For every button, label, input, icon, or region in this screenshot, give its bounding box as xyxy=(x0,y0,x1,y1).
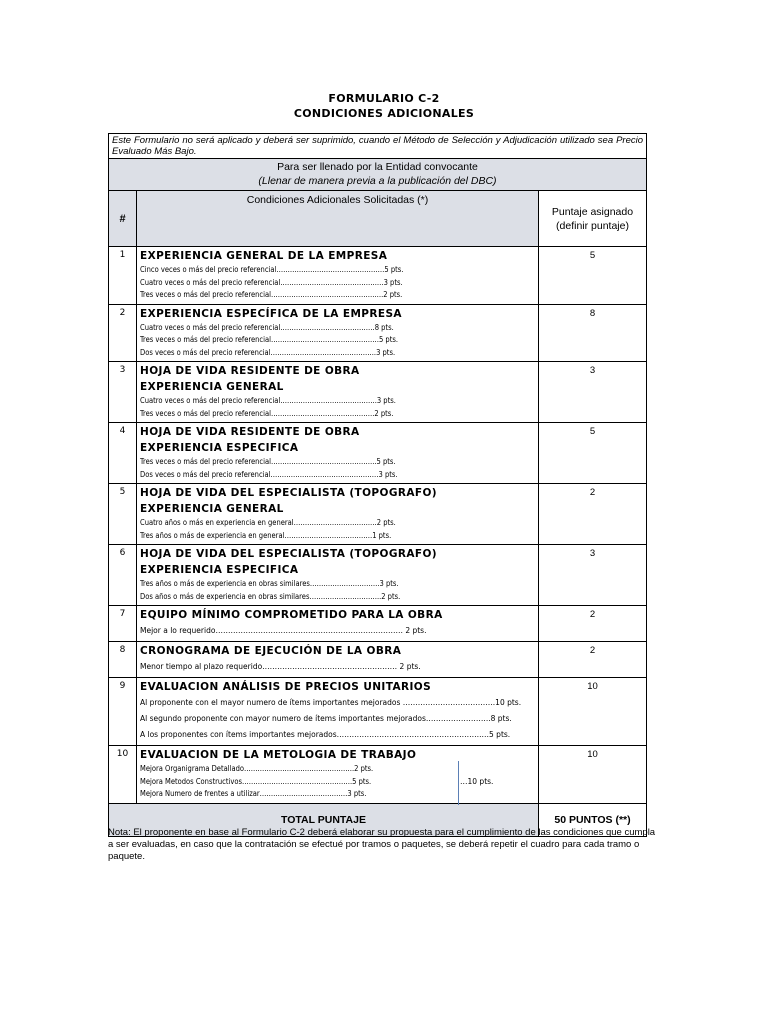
condition-heading: HOJA DE VIDA RESIDENTE DE OBRA xyxy=(140,426,360,438)
condition-criterion: A los proponentes con ítems importantes mejorados………………………………………………….…5 pts. xyxy=(140,730,511,739)
row-condition xyxy=(137,678,539,746)
condition-criterion: Tres veces o más del precio referencial……………………………………….….2 pts. xyxy=(140,290,403,299)
condition-criterion: Cuatro veces o más del precio referencial……………………………………8 pts. xyxy=(140,322,394,332)
total-label: TOTAL PUNTAJE xyxy=(109,803,539,836)
row-points: 5 xyxy=(539,247,647,305)
condition-heading: EXPERIENCIA ESPECIFICA xyxy=(140,442,299,454)
row-points: 2 xyxy=(539,642,647,678)
row-points: 3 xyxy=(539,545,647,606)
condition-heading: HOJA DE VIDA DEL ESPECIALISTA (TOPOGRAFO) xyxy=(140,548,437,560)
row-number: 8 xyxy=(109,642,137,678)
condition-row xyxy=(109,678,647,746)
applicability-note: Este Formulario no será aplicado y deberá ser suprimido, cuando el Método de Selección y Adjudicación utilizado sea Precio Evaluado Más Bajo. xyxy=(109,134,647,159)
condition-criterion: Cuatro años o más en experiencia en general…………………………….…2 pts. xyxy=(140,518,396,527)
condition-row xyxy=(109,642,647,678)
condition-criterion: Tres años o más de experiencia en obras similares………………………….3 pts. xyxy=(140,579,399,588)
condition-row xyxy=(109,362,647,423)
column-header-conditions: Condiciones Adicionales Solicitadas (*) xyxy=(137,191,539,247)
condition-criterion: Tres veces o más del precio referencial………………………………………..5 pts. xyxy=(140,457,396,466)
condition-heading: EVALUACION DE LA METOLOGIA DE TRABAJO xyxy=(140,749,417,761)
condition-criterion: Cuatro veces o más del precio referencial…………………………………….…3 pts. xyxy=(140,277,403,287)
row-condition xyxy=(137,484,539,545)
condition-row xyxy=(109,484,647,545)
row-number: 10 xyxy=(109,746,137,804)
bracket-total: …10 pts. xyxy=(460,777,494,786)
row-number: 7 xyxy=(109,606,137,642)
condition-criterion: Mejora Metodos Constructivos………………………………………….5 pts. xyxy=(140,776,372,786)
condition-criterion: Tres años o más de experiencia en general…………………………………1 pts. xyxy=(140,530,392,540)
row-condition xyxy=(137,362,539,423)
column-header-points: Puntaje asignado (definir puntaje) xyxy=(539,191,647,247)
condition-row xyxy=(109,247,647,305)
row-number: 5 xyxy=(109,484,137,545)
column-header-num: # xyxy=(109,191,137,247)
row-number: 6 xyxy=(109,545,137,606)
row-points: 8 xyxy=(539,304,647,362)
fill-instructions xyxy=(109,159,647,191)
row-points: 10 xyxy=(539,678,647,746)
condition-criterion: Mejor a lo requerido………………………………………………………………… 2 pts. xyxy=(140,626,427,635)
bracket-line xyxy=(458,761,459,805)
condition-criterion: Cinco veces o más del precio referencial…………………………………………5 pts. xyxy=(140,265,404,274)
condition-heading: HOJA DE VIDA RESIDENTE DE OBRA xyxy=(140,365,360,377)
row-condition xyxy=(137,423,539,484)
condition-heading: HOJA DE VIDA DEL ESPECIALISTA (TOPOGRAFO) xyxy=(140,487,437,499)
conditions-table xyxy=(108,133,647,837)
condition-criterion: Tres veces o más del precio referencial…………………………………………5 pts. xyxy=(140,335,399,344)
row-points: 2 xyxy=(539,484,647,545)
row-condition xyxy=(137,746,539,804)
condition-criterion: Cuatro veces o más del precio referencial…………………………………….3 pts. xyxy=(140,396,396,405)
condition-criterion: Menor tiempo al plazo requerido……………………………………………… 2 pts. xyxy=(140,662,421,671)
row-condition xyxy=(137,642,539,678)
condition-criterion: Tres veces o más del precio referencial……………………………………….2 pts. xyxy=(140,408,394,418)
condition-rows xyxy=(109,247,647,804)
row-condition xyxy=(137,304,539,362)
row-number: 4 xyxy=(109,423,137,484)
condition-row xyxy=(109,746,647,804)
form-title: FORMULARIO C-2 xyxy=(328,92,440,105)
row-points: 3 xyxy=(539,362,647,423)
row-number: 2 xyxy=(109,304,137,362)
condition-criterion: Dos años o más de experiencia en obras similares…………………………..2 pts. xyxy=(140,591,401,601)
row-condition xyxy=(137,247,539,305)
row-points: 2 xyxy=(539,606,647,642)
condition-heading: EVALUACION ANÁLISIS DE PRECIOS UNITARIOS xyxy=(140,681,432,693)
row-condition xyxy=(137,606,539,642)
condition-row xyxy=(109,606,647,642)
footnote: Nota: El proponente en base al Formulario C-2 deberá elaborar su propuesta para el cumplimiento de las condiciones que cumpla a ser evaluadas, en caso que la contratación se efectué por tramos o paquetes, se deberá repetir el cuadro para cada tramo o paquete. xyxy=(108,827,656,862)
fill-line-2: (Llenar de manera previa a la publicación del DBC) xyxy=(258,175,497,187)
row-points: 5 xyxy=(539,423,647,484)
condition-heading: EXPERIENCIA ESPECÍFICA DE LA EMPRESA xyxy=(140,307,402,320)
form-subtitle: CONDICIONES ADICIONALES xyxy=(293,107,475,120)
condition-row xyxy=(109,423,647,484)
condition-criterion: Al segundo proponente con mayor numero de ítems importantes mejorados……………………..8 pts. xyxy=(140,714,512,723)
fill-line-1: Para ser llenado por la Entidad convocante xyxy=(277,161,478,173)
condition-heading: EQUIPO MÍNIMO COMPROMETIDO PARA LA OBRA xyxy=(140,609,443,621)
condition-heading: EXPERIENCIA GENERAL xyxy=(140,381,284,393)
condition-heading: CRONOGRAMA DE EJECUCIÓN DE LA OBRA xyxy=(140,645,402,657)
condition-criterion: Dos veces o más del precio referencial…………………………………………3 pts. xyxy=(140,469,398,479)
total-value: 50 PUNTOS (**) xyxy=(539,803,647,836)
condition-criterion: Dos veces o más del precio referencial………………………………………..3 pts. xyxy=(140,347,396,357)
condition-heading: EXPERIENCIA ESPECIFICA xyxy=(140,564,299,576)
condition-row xyxy=(109,304,647,362)
row-points: 10 xyxy=(539,746,647,804)
row-number: 1 xyxy=(109,247,137,305)
condition-heading: EXPERIENCIA GENERAL DE LA EMPRESA xyxy=(140,250,388,262)
condition-criterion: Al proponente con el mayor numero de ítems importantes mejorados ……………………………….10 pts. xyxy=(140,698,522,707)
row-number: 9 xyxy=(109,678,137,746)
condition-row xyxy=(109,545,647,606)
row-number: 3 xyxy=(109,362,137,423)
condition-heading: EXPERIENCIA GENERAL xyxy=(140,503,284,515)
condition-criterion: Mejora Organigrama Detallado………………………………………….2 pts. xyxy=(140,764,374,773)
condition-criterion: Mejora Numero de frentes a utilizar…………………………………3 pts. xyxy=(140,789,367,798)
row-condition xyxy=(137,545,539,606)
